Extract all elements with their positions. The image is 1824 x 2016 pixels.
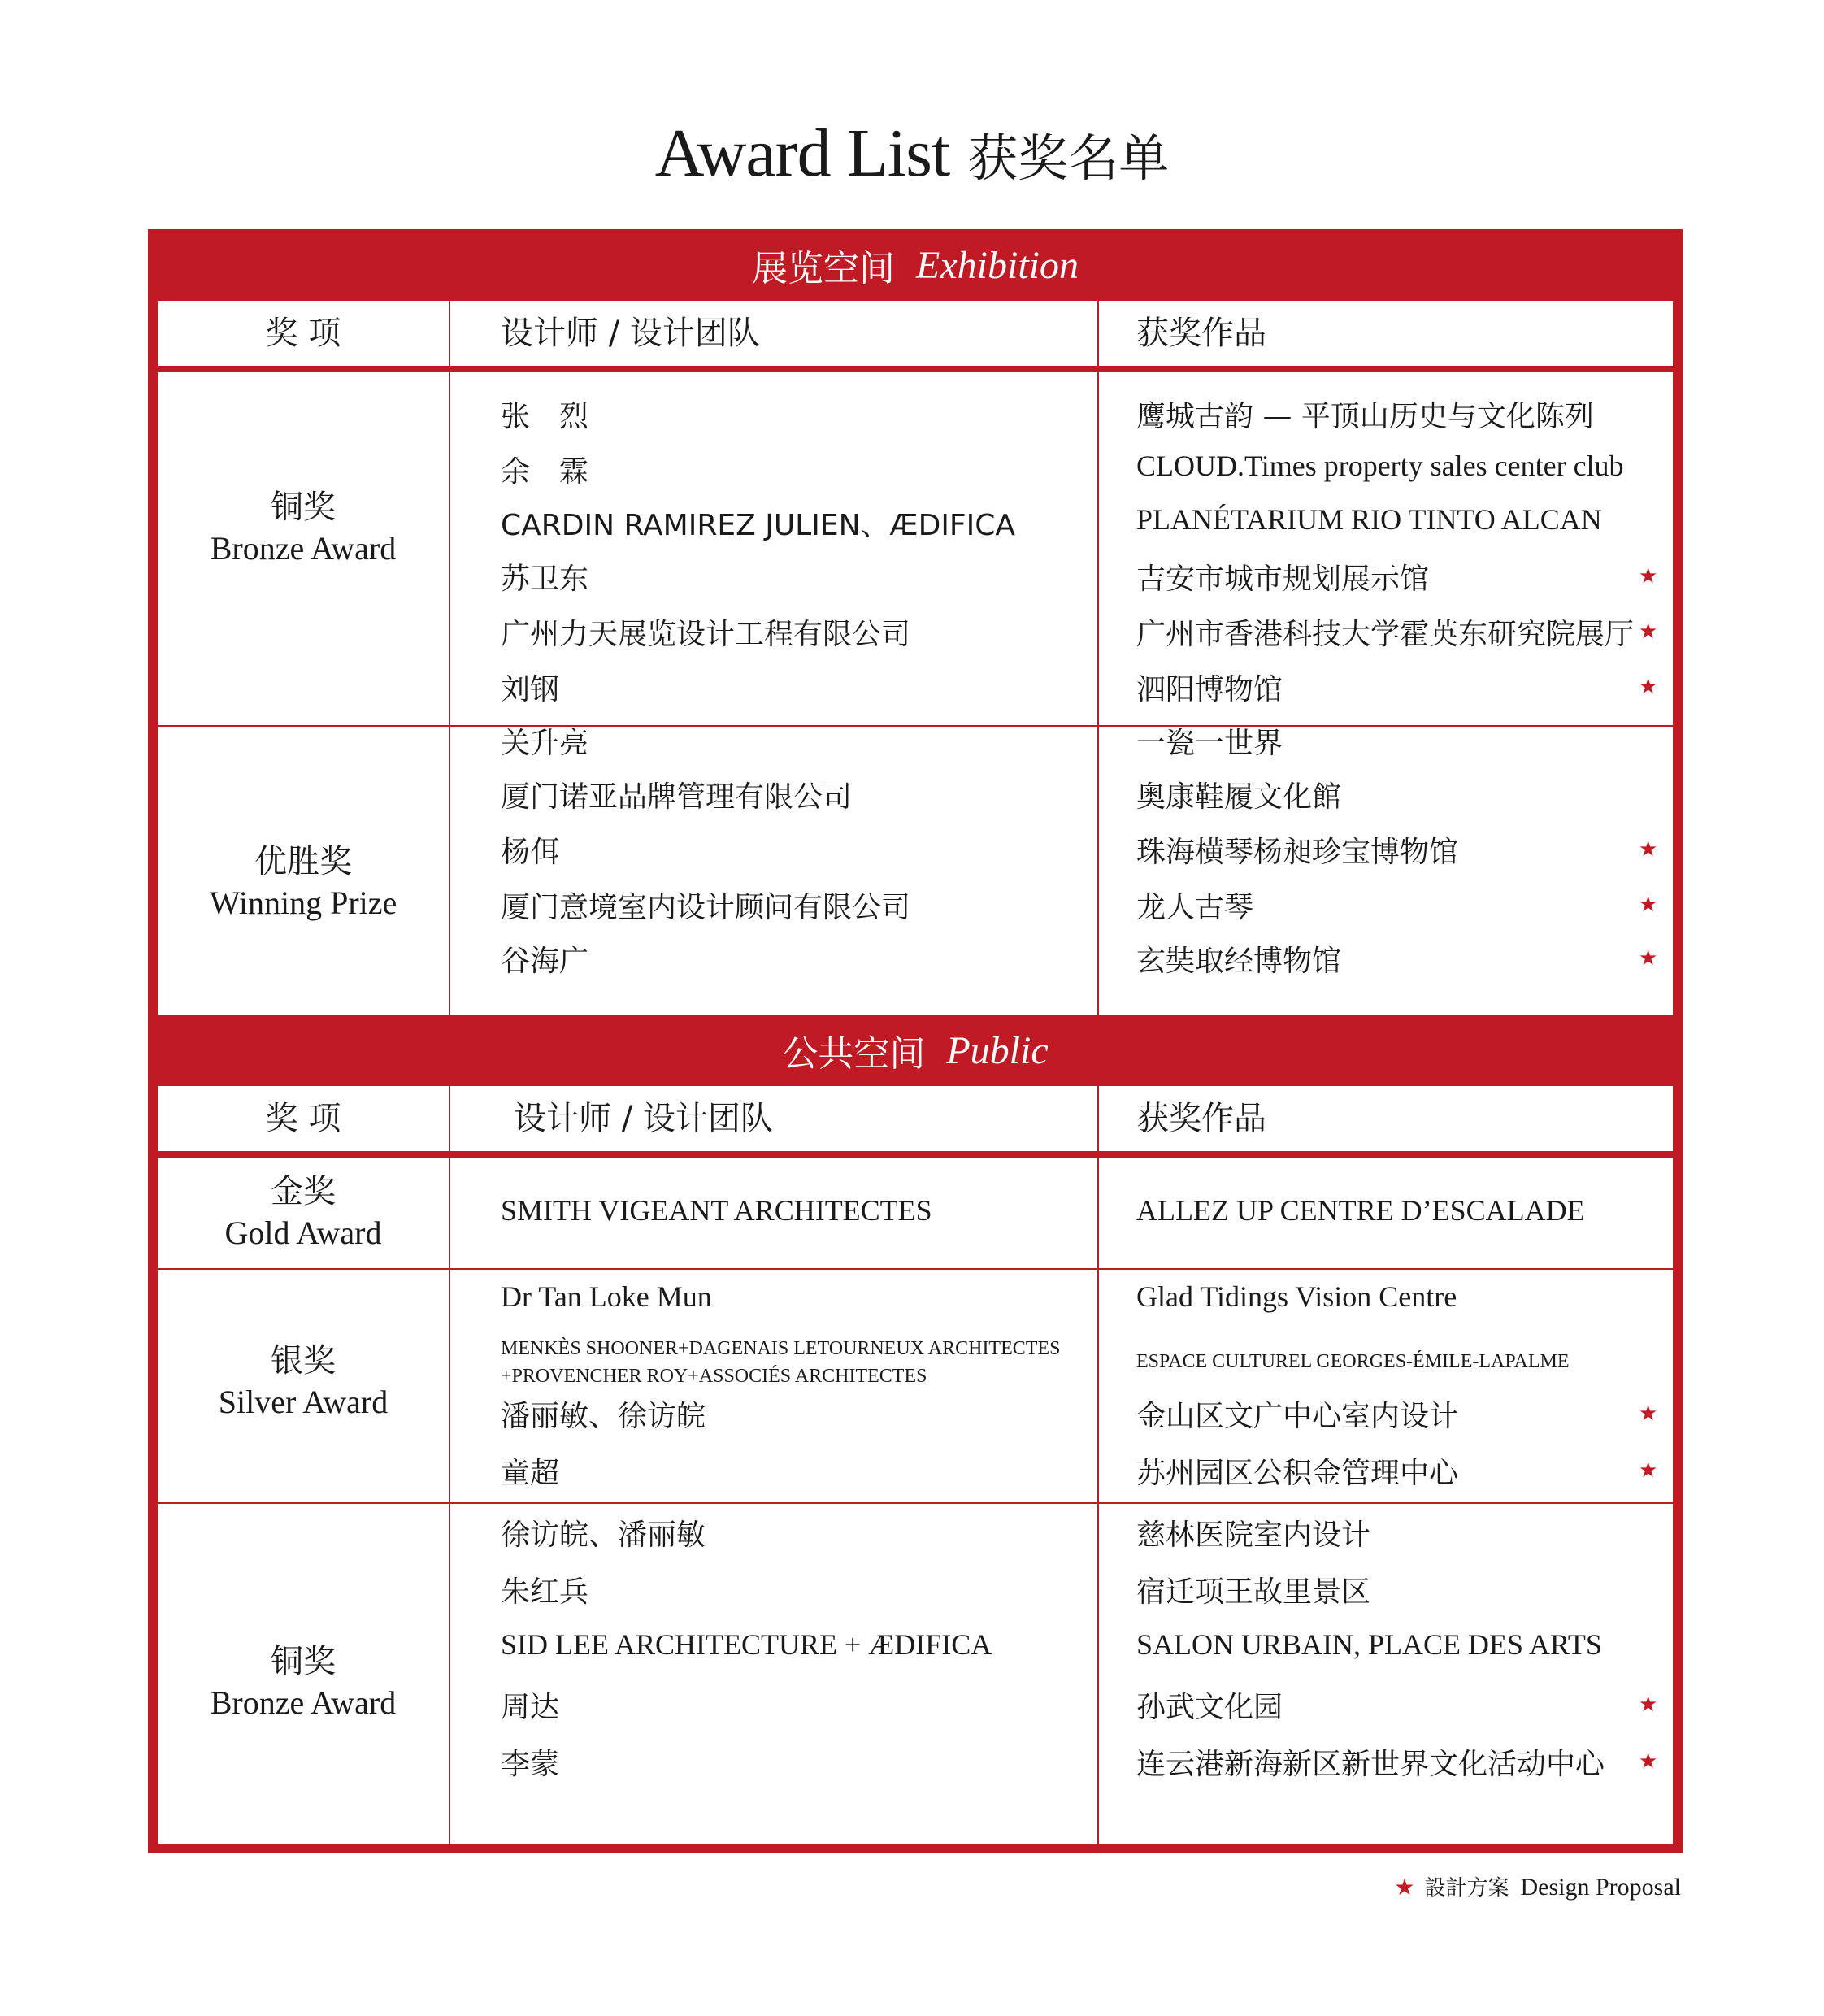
page-title bbox=[0, 114, 1824, 193]
award-work: ESPACE CULTUREL GEORGES-ÉMILE-LAPALME bbox=[1136, 1351, 1570, 1372]
row-divider bbox=[158, 725, 1673, 727]
legend-zh: 設計方案 bbox=[1424, 1876, 1509, 1901]
public-band bbox=[158, 1015, 1673, 1086]
star-icon: ★ bbox=[1639, 619, 1658, 644]
designer-name: 广州力天展览设计工程有限公司 bbox=[501, 618, 911, 651]
header-divider bbox=[449, 301, 450, 366]
column-divider bbox=[1097, 1158, 1099, 1844]
star-icon: ★ bbox=[1639, 1692, 1658, 1717]
award-name-zh: 铜奖 bbox=[271, 489, 336, 526]
designer-name: 杨佴 bbox=[501, 836, 560, 869]
designer-name: 刘钢 bbox=[501, 673, 560, 706]
award-work: 一瓷一世界 bbox=[1136, 727, 1283, 760]
award-cell bbox=[158, 841, 449, 923]
designer-name-line2: +PROVENCHER ROY+ASSOCIÉS ARCHITECTES bbox=[501, 1366, 927, 1387]
award-name-en: Winning Prize bbox=[209, 884, 397, 921]
star-icon: ★ bbox=[1639, 564, 1658, 589]
exhibition-band-zh: 展览空间 bbox=[752, 248, 896, 289]
star-icon: ★ bbox=[1394, 1874, 1415, 1901]
award-work: SALON URBAIN, PLACE DES ARTS bbox=[1136, 1628, 1602, 1661]
award-work: 广州市香港科技大学霍英东研究院展厅 bbox=[1136, 618, 1635, 651]
designer-name: Dr Tan Loke Mun bbox=[501, 1280, 712, 1313]
exhibition-header-row bbox=[158, 301, 1673, 366]
award-cell bbox=[158, 1640, 449, 1723]
award-cell bbox=[158, 486, 449, 569]
award-work: 龙人古琴 bbox=[1136, 891, 1254, 924]
designer-name: 关升亮 bbox=[501, 727, 589, 760]
designer-name: SMITH VIGEANT ARCHITECTES bbox=[501, 1194, 932, 1227]
designer-name: 徐访皖、潘丽敏 bbox=[501, 1519, 706, 1552]
header-award: 奖 项 bbox=[265, 315, 341, 352]
star-icon: ★ bbox=[1639, 675, 1658, 699]
title-zh: 获奖名单 bbox=[967, 128, 1170, 188]
designer-name: 潘丽敏、徐访皖 bbox=[501, 1400, 706, 1433]
designer-name: 苏卫东 bbox=[501, 563, 589, 596]
award-name-zh: 金奖 bbox=[271, 1173, 336, 1210]
public-header-row bbox=[158, 1086, 1673, 1151]
award-work: Glad Tidings Vision Centre bbox=[1136, 1280, 1457, 1313]
star-icon: ★ bbox=[1639, 837, 1658, 862]
award-work: ALLEZ UP CENTRE D’ESCALADE bbox=[1136, 1194, 1585, 1227]
header-designer: 设计师 / 设计团队 bbox=[501, 315, 760, 352]
designer-name: 张 烈 bbox=[501, 400, 589, 433]
designer-name: 朱红兵 bbox=[501, 1575, 589, 1609]
title-en: Award List bbox=[654, 115, 950, 191]
award-table-inner bbox=[158, 229, 1673, 1844]
award-name-zh: 银奖 bbox=[271, 1342, 336, 1379]
exhibition-band-en: Exhibition bbox=[916, 243, 1079, 287]
award-cell bbox=[158, 1171, 449, 1253]
designer-name: 童超 bbox=[501, 1457, 560, 1490]
row-divider bbox=[158, 1268, 1673, 1270]
award-name-zh: 铜奖 bbox=[271, 1643, 336, 1680]
award-work: CLOUD.Times property sales center club bbox=[1136, 450, 1624, 482]
public-band-en: Public bbox=[946, 1028, 1049, 1072]
star-icon: ★ bbox=[1639, 893, 1658, 917]
designer-name: 厦门诺亚品牌管理有限公司 bbox=[501, 780, 853, 814]
header-divider bbox=[449, 1086, 450, 1151]
column-divider bbox=[449, 1158, 450, 1844]
designer-name: 周达 bbox=[501, 1691, 560, 1724]
legend bbox=[1394, 1871, 1681, 1901]
public-body bbox=[158, 1158, 1673, 1844]
award-work: 宿迁项王故里景区 bbox=[1136, 1575, 1371, 1609]
award-work: 慈林医院室内设计 bbox=[1136, 1519, 1371, 1552]
designer-name: MENKÈS SHOONER+DAGENAIS LETOURNEUX ARCHITECTES bbox=[501, 1338, 1061, 1359]
designer-name: CARDIN RAMIREZ JULIEN、ÆDIFICA bbox=[501, 509, 1016, 542]
award-cell bbox=[158, 1340, 449, 1423]
designer-name: 余 霖 bbox=[501, 455, 589, 489]
star-icon: ★ bbox=[1639, 1458, 1658, 1483]
award-work: 玄奘取经博物馆 bbox=[1136, 945, 1342, 978]
award-name-en: Bronze Award bbox=[210, 530, 397, 567]
designer-name: SID LEE ARCHITECTURE + ÆDIFICA bbox=[501, 1628, 992, 1661]
header-work: 获奖作品 bbox=[1136, 315, 1266, 352]
row-divider bbox=[158, 1502, 1673, 1504]
exhibition-body bbox=[158, 372, 1673, 1015]
award-name-en: Gold Award bbox=[224, 1214, 382, 1251]
award-work: 孙武文化园 bbox=[1136, 1691, 1283, 1724]
designer-name: 厦门意境室内设计顾问有限公司 bbox=[501, 891, 911, 924]
award-work: 鹰城古韵 — 平顶山历史与文化陈列 bbox=[1136, 400, 1594, 433]
header-award: 奖 项 bbox=[265, 1100, 341, 1137]
header-designer: 设计师 / 设计团队 bbox=[514, 1100, 773, 1137]
award-name-en: Silver Award bbox=[218, 1384, 389, 1420]
exhibition-band bbox=[158, 229, 1673, 301]
header-divider bbox=[1097, 1086, 1099, 1151]
header-work: 获奖作品 bbox=[1136, 1100, 1266, 1137]
award-work: 苏州园区公积金管理中心 bbox=[1136, 1457, 1459, 1490]
award-work: 连云港新海新区新世界文化活动中心 bbox=[1136, 1748, 1605, 1781]
star-icon: ★ bbox=[1639, 1749, 1658, 1774]
award-name-zh: 优胜奖 bbox=[254, 843, 352, 880]
designer-name: 李蒙 bbox=[501, 1748, 560, 1781]
column-divider bbox=[1097, 372, 1099, 1015]
award-name-en: Bronze Award bbox=[210, 1684, 397, 1721]
public-band-zh: 公共空间 bbox=[782, 1033, 926, 1075]
award-work: 吉安市城市规划展示馆 bbox=[1136, 563, 1430, 596]
award-work: PLANÉTARIUM RIO TINTO ALCAN bbox=[1136, 503, 1602, 536]
award-work: 泗阳博物馆 bbox=[1136, 673, 1283, 706]
designer-name: 谷海广 bbox=[501, 945, 589, 978]
star-icon: ★ bbox=[1639, 1401, 1658, 1426]
header-divider bbox=[1097, 301, 1099, 366]
award-work: 奥康鞋履文化館 bbox=[1136, 780, 1342, 814]
award-work: 金山区文广中心室内设计 bbox=[1136, 1400, 1459, 1433]
legend-en: Design Proposal bbox=[1520, 1874, 1681, 1901]
award-table bbox=[148, 229, 1683, 1853]
star-icon: ★ bbox=[1639, 946, 1658, 971]
award-work: 珠海横琴杨昶珍宝博物馆 bbox=[1136, 836, 1459, 869]
column-divider bbox=[449, 372, 450, 1015]
